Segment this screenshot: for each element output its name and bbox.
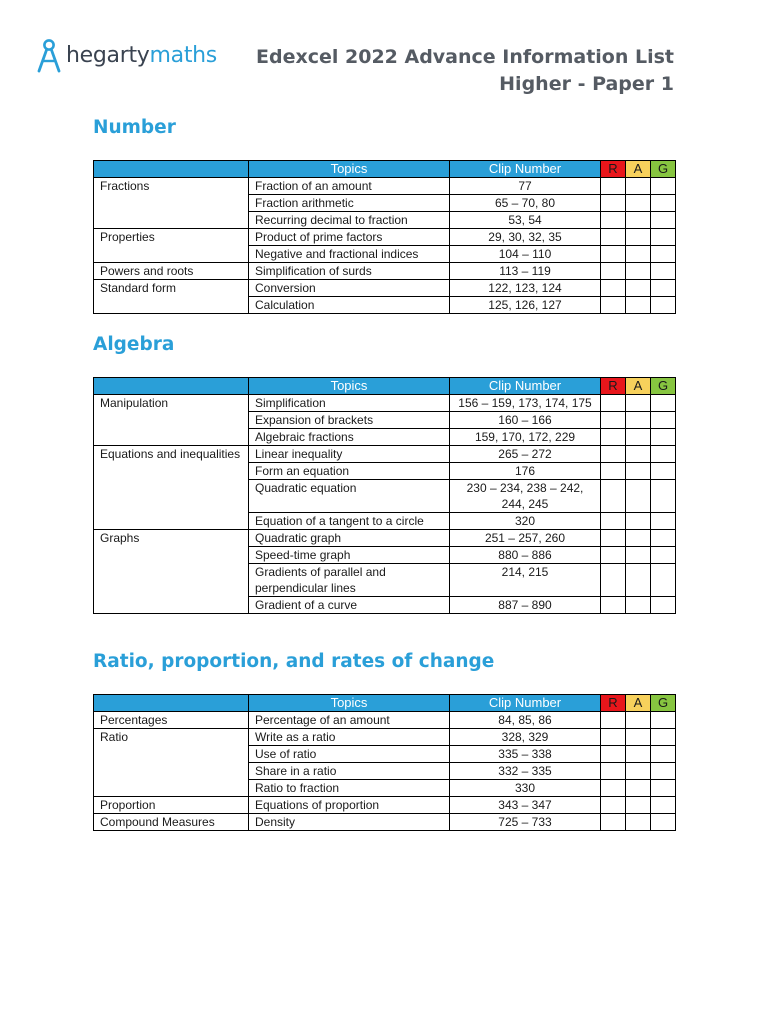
category-cell: Ratio — [94, 729, 249, 746]
rag-amber-checkbox[interactable] — [626, 547, 651, 564]
rag-red-checkbox[interactable] — [601, 712, 626, 729]
category-cell — [94, 463, 249, 480]
clip-number-cell: 29, 30, 32, 35 — [450, 229, 601, 246]
rag-amber-checkbox[interactable] — [626, 746, 651, 763]
rag-green-checkbox[interactable] — [651, 178, 676, 195]
rag-amber-checkbox[interactable] — [626, 597, 651, 614]
table-row — [94, 729, 676, 746]
rag-amber-checkbox[interactable] — [626, 480, 651, 513]
header-category — [94, 378, 249, 395]
topic-cell: Product of prime factors — [249, 229, 450, 246]
clip-number-cell: 320 — [450, 513, 601, 530]
header-rag-amber: A — [626, 695, 651, 712]
rag-red-checkbox[interactable] — [601, 395, 626, 412]
table-row — [94, 178, 676, 195]
rag-red-checkbox[interactable] — [601, 480, 626, 513]
clip-number-cell: 328, 329 — [450, 729, 601, 746]
rag-red-checkbox[interactable] — [601, 178, 626, 195]
table-header-row — [94, 378, 676, 395]
topic-cell: Quadratic equation — [249, 480, 450, 513]
rag-green-checkbox[interactable] — [651, 763, 676, 780]
rag-amber-checkbox[interactable] — [626, 212, 651, 229]
topic-cell: Simplification of surds — [249, 263, 450, 280]
header-topics: Topics — [249, 695, 450, 712]
table-row — [94, 229, 676, 246]
rag-amber-checkbox[interactable] — [626, 297, 651, 314]
rag-red-checkbox[interactable] — [601, 763, 626, 780]
rag-green-checkbox[interactable] — [651, 480, 676, 513]
table-row — [94, 814, 676, 831]
topic-cell: Expansion of brackets — [249, 412, 450, 429]
rag-red-checkbox[interactable] — [601, 597, 626, 614]
category-cell — [94, 547, 249, 564]
rag-red-checkbox[interactable] — [601, 212, 626, 229]
category-cell — [94, 412, 249, 429]
section-title-number: Number — [93, 117, 176, 138]
rag-red-checkbox[interactable] — [601, 530, 626, 547]
clip-number-cell: 104 – 110 — [450, 246, 601, 263]
clip-number-cell: 65 – 70, 80 — [450, 195, 601, 212]
rag-green-checkbox[interactable] — [651, 746, 676, 763]
topics-table-algebra — [93, 377, 676, 614]
clip-number-cell: 77 — [450, 178, 601, 195]
table-row — [94, 797, 676, 814]
header-clip-number: Clip Number — [450, 378, 601, 395]
category-cell: Graphs — [94, 530, 249, 547]
clip-number-cell: 335 – 338 — [450, 746, 601, 763]
rag-green-checkbox[interactable] — [651, 212, 676, 229]
rag-green-checkbox[interactable] — [651, 463, 676, 480]
rag-red-checkbox[interactable] — [601, 246, 626, 263]
rag-red-checkbox[interactable] — [601, 797, 626, 814]
rag-amber-checkbox[interactable] — [626, 178, 651, 195]
table-header-row — [94, 695, 676, 712]
clip-number-cell: 230 – 234, 238 – 242, 244, 245 — [450, 480, 601, 513]
rag-green-checkbox[interactable] — [651, 280, 676, 297]
topic-cell: Simplification — [249, 395, 450, 412]
rag-green-checkbox[interactable] — [651, 780, 676, 797]
topic-cell: Percentage of an amount — [249, 712, 450, 729]
rag-amber-checkbox[interactable] — [626, 780, 651, 797]
category-cell — [94, 297, 249, 314]
topics-table-number — [93, 160, 676, 314]
header-clip-number: Clip Number — [450, 161, 601, 178]
category-cell — [94, 513, 249, 530]
rag-amber-checkbox[interactable] — [626, 797, 651, 814]
rag-red-checkbox[interactable] — [601, 229, 626, 246]
rag-amber-checkbox[interactable] — [626, 513, 651, 530]
topic-cell: Ratio to fraction — [249, 780, 450, 797]
table-row — [94, 480, 676, 513]
category-cell: Standard form — [94, 280, 249, 297]
category-cell — [94, 480, 249, 513]
topic-cell: Calculation — [249, 297, 450, 314]
category-cell: Fractions — [94, 178, 249, 195]
rag-amber-checkbox[interactable] — [626, 246, 651, 263]
table-row — [94, 246, 676, 263]
rag-green-checkbox[interactable] — [651, 246, 676, 263]
rag-green-checkbox[interactable] — [651, 564, 676, 597]
category-cell — [94, 746, 249, 763]
category-cell — [94, 597, 249, 614]
rag-amber-checkbox[interactable] — [626, 412, 651, 429]
title-line-2: Higher - Paper 1 — [499, 73, 674, 95]
rag-red-checkbox[interactable] — [601, 814, 626, 831]
rag-amber-checkbox[interactable] — [626, 729, 651, 746]
header-rag-red: R — [601, 378, 626, 395]
rag-amber-checkbox[interactable] — [626, 446, 651, 463]
rag-amber-checkbox[interactable] — [626, 263, 651, 280]
table-row — [94, 513, 676, 530]
clip-number-cell: 53, 54 — [450, 212, 601, 229]
table-row — [94, 297, 676, 314]
header-rag-amber: A — [626, 161, 651, 178]
rag-red-checkbox[interactable] — [601, 547, 626, 564]
header-topics: Topics — [249, 161, 450, 178]
rag-green-checkbox[interactable] — [651, 729, 676, 746]
rag-green-checkbox[interactable] — [651, 263, 676, 280]
rag-amber-checkbox[interactable] — [626, 429, 651, 446]
rag-amber-checkbox[interactable] — [626, 195, 651, 212]
topic-cell: Equation of a tangent to a circle — [249, 513, 450, 530]
table-row — [94, 780, 676, 797]
clip-number-cell: 84, 85, 86 — [450, 712, 601, 729]
header-rag-green: G — [651, 695, 676, 712]
clip-number-cell: 214, 215 — [450, 564, 601, 597]
category-cell — [94, 429, 249, 446]
rag-green-checkbox[interactable] — [651, 412, 676, 429]
table-row — [94, 712, 676, 729]
topic-cell: Density — [249, 814, 450, 831]
table-row — [94, 195, 676, 212]
topic-cell: Fraction of an amount — [249, 178, 450, 195]
clip-number-cell: 113 – 119 — [450, 263, 601, 280]
title-line-1: Edexcel 2022 Advance Information List — [256, 46, 674, 68]
topic-cell: Use of ratio — [249, 746, 450, 763]
rag-green-checkbox[interactable] — [651, 814, 676, 831]
table-row — [94, 530, 676, 547]
clip-number-cell: 251 – 257, 260 — [450, 530, 601, 547]
topic-cell: Quadratic graph — [249, 530, 450, 547]
category-cell: Manipulation — [94, 395, 249, 412]
table-row — [94, 597, 676, 614]
rag-green-checkbox[interactable] — [651, 429, 676, 446]
category-cell — [94, 195, 249, 212]
table-header-row — [94, 161, 676, 178]
rag-amber-checkbox[interactable] — [626, 280, 651, 297]
category-cell — [94, 564, 249, 597]
rag-red-checkbox[interactable] — [601, 195, 626, 212]
category-cell — [94, 763, 249, 780]
section-title-algebra: Algebra — [93, 334, 175, 355]
clip-number-cell: 122, 123, 124 — [450, 280, 601, 297]
clip-number-cell: 176 — [450, 463, 601, 480]
rag-amber-checkbox[interactable] — [626, 814, 651, 831]
clip-number-cell: 265 – 272 — [450, 446, 601, 463]
table-row — [94, 446, 676, 463]
rag-red-checkbox[interactable] — [601, 280, 626, 297]
header-rag-green: G — [651, 378, 676, 395]
table-row — [94, 280, 676, 297]
category-cell: Compound Measures — [94, 814, 249, 831]
topic-cell: Form an equation — [249, 463, 450, 480]
clip-number-cell: 125, 126, 127 — [450, 297, 601, 314]
header-category — [94, 161, 249, 178]
rag-green-checkbox[interactable] — [651, 547, 676, 564]
header-category — [94, 695, 249, 712]
header-rag-green: G — [651, 161, 676, 178]
rag-red-checkbox[interactable] — [601, 463, 626, 480]
hegartymaths-logo — [36, 38, 217, 74]
topic-cell: Write as a ratio — [249, 729, 450, 746]
clip-number-cell: 332 – 335 — [450, 763, 601, 780]
topic-cell: Gradient of a curve — [249, 597, 450, 614]
rag-red-checkbox[interactable] — [601, 297, 626, 314]
rag-amber-checkbox[interactable] — [626, 463, 651, 480]
rag-amber-checkbox[interactable] — [626, 395, 651, 412]
table-row — [94, 429, 676, 446]
rag-green-checkbox[interactable] — [651, 513, 676, 530]
header-rag-amber: A — [626, 378, 651, 395]
table-row — [94, 412, 676, 429]
topics-table-ratio — [93, 694, 676, 831]
topic-cell: Speed-time graph — [249, 547, 450, 564]
header-rag-red: R — [601, 161, 626, 178]
clip-number-cell: 880 – 886 — [450, 547, 601, 564]
rag-amber-checkbox[interactable] — [626, 229, 651, 246]
topic-cell: Conversion — [249, 280, 450, 297]
clip-number-cell: 343 – 347 — [450, 797, 601, 814]
rag-amber-checkbox[interactable] — [626, 564, 651, 597]
topic-cell: Recurring decimal to fraction — [249, 212, 450, 229]
category-cell — [94, 780, 249, 797]
table-row — [94, 463, 676, 480]
rag-red-checkbox[interactable] — [601, 780, 626, 797]
clip-number-cell: 725 – 733 — [450, 814, 601, 831]
clip-number-cell: 887 – 890 — [450, 597, 601, 614]
table-row — [94, 763, 676, 780]
topic-cell: Share in a ratio — [249, 763, 450, 780]
rag-green-checkbox[interactable] — [651, 395, 676, 412]
table-row — [94, 564, 676, 597]
topic-cell: Fraction arithmetic — [249, 195, 450, 212]
header-topics: Topics — [249, 378, 450, 395]
logo-wordmark: hegartymaths — [66, 43, 217, 68]
category-cell — [94, 246, 249, 263]
rag-green-checkbox[interactable] — [651, 797, 676, 814]
rag-red-checkbox[interactable] — [601, 746, 626, 763]
document-title — [256, 44, 674, 98]
rag-green-checkbox[interactable] — [651, 530, 676, 547]
category-cell: Proportion — [94, 797, 249, 814]
category-cell — [94, 212, 249, 229]
rag-red-checkbox[interactable] — [601, 729, 626, 746]
rag-red-checkbox[interactable] — [601, 446, 626, 463]
category-cell: Powers and roots — [94, 263, 249, 280]
topic-cell: Gradients of parallel and perpendicular lines — [249, 564, 450, 597]
rag-red-checkbox[interactable] — [601, 412, 626, 429]
table-row — [94, 395, 676, 412]
rag-red-checkbox[interactable] — [601, 564, 626, 597]
rag-amber-checkbox[interactable] — [626, 763, 651, 780]
rag-red-checkbox[interactable] — [601, 429, 626, 446]
rag-green-checkbox[interactable] — [651, 446, 676, 463]
topic-cell: Linear inequality — [249, 446, 450, 463]
header-clip-number: Clip Number — [450, 695, 601, 712]
topic-cell: Negative and fractional indices — [249, 246, 450, 263]
clip-number-cell: 159, 170, 172, 229 — [450, 429, 601, 446]
rag-red-checkbox[interactable] — [601, 513, 626, 530]
rag-red-checkbox[interactable] — [601, 263, 626, 280]
rag-green-checkbox[interactable] — [651, 297, 676, 314]
rag-green-checkbox[interactable] — [651, 712, 676, 729]
topic-cell: Equations of proportion — [249, 797, 450, 814]
category-cell: Equations and inequalities — [94, 446, 249, 463]
compass-icon — [36, 38, 62, 74]
clip-number-cell: 156 – 159, 173, 174, 175 — [450, 395, 601, 412]
header-rag-red: R — [601, 695, 626, 712]
table-row — [94, 746, 676, 763]
rag-amber-checkbox[interactable] — [626, 530, 651, 547]
table-row — [94, 547, 676, 564]
topic-cell: Algebraic fractions — [249, 429, 450, 446]
rag-green-checkbox[interactable] — [651, 195, 676, 212]
table-row — [94, 212, 676, 229]
category-cell: Properties — [94, 229, 249, 246]
category-cell: Percentages — [94, 712, 249, 729]
rag-green-checkbox[interactable] — [651, 229, 676, 246]
rag-amber-checkbox[interactable] — [626, 712, 651, 729]
rag-green-checkbox[interactable] — [651, 597, 676, 614]
clip-number-cell: 330 — [450, 780, 601, 797]
table-row — [94, 263, 676, 280]
clip-number-cell: 160 – 166 — [450, 412, 601, 429]
section-title-ratio: Ratio, proportion, and rates of change — [93, 651, 495, 672]
